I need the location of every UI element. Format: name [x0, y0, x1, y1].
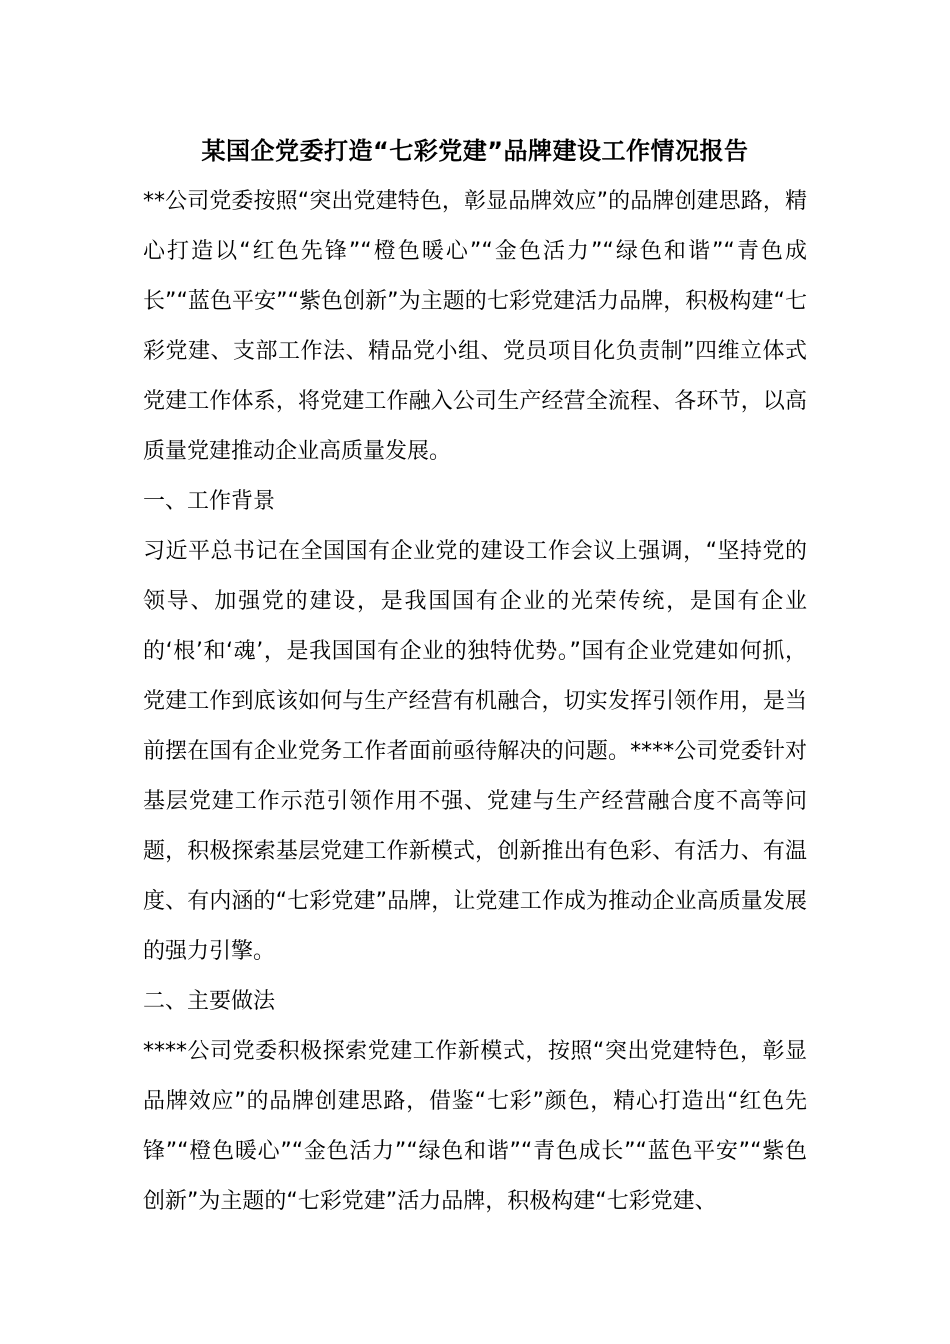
intro-paragraph: **公司党委按照“突出党建特色，彰显品牌效应”的品牌创建思路，精心打造以“红色先锋”“橙色暖心”“金色活力”“绿色和谐”“青色成长”“蓝色平安”“紫色创新”为主题的七彩党建活力品牌，积极构建“七彩党建、支部工作法、精品党小组、党员项目化负责制”四维立体式党建工作体系，将党建工作融入公司生产经营全流程、各环节，以高质量党建推动企业高质量发展。 [143, 189, 807, 464]
background-paragraph: 习近平总书记在全国国有企业党的建设工作会议上强调，“坚持党的领导、加强党的建设，是我国国有企业的光荣传统，是国有企业的‘根’和‘魂’，是我国国有企业的独特优势。”国有企业党建如何抓，党建工作到底该如何与生产经营有机融合，切实发挥引领作用，是当前摆在国有企业党务工作者面前亟待解决的问题。****公司党委针对基层党建工作示范引领作用不强、党建与生产经营融合度不高等问题，积极探索基层党建工作新模式，创新推出有色彩、有活力、有温度、有内涵的“七彩党建”品牌，让党建工作成为推动企业高质量发展的强力引擎。 [143, 539, 807, 964]
document-body [143, 177, 807, 1227]
main-practices-paragraph: ****公司党委积极探索党建工作新模式，按照“突出党建特色，彰显品牌效应”的品牌创建思路，借鉴“七彩”颜色，精心打造出“红色先锋”“橙色暖心”“金色活力”“绿色和谐”“青色成长”“蓝色平安”“紫色创新”为主题的“七彩党建”活力品牌，积极构建“七彩党建、 [143, 1039, 807, 1214]
section-heading-background: 一、工作背景 [143, 489, 276, 514]
document-title: 某国企党委打造“七彩党建”品牌建设工作情况报告 [201, 137, 749, 165]
section-heading-main-practices: 二、主要做法 [143, 989, 276, 1014]
